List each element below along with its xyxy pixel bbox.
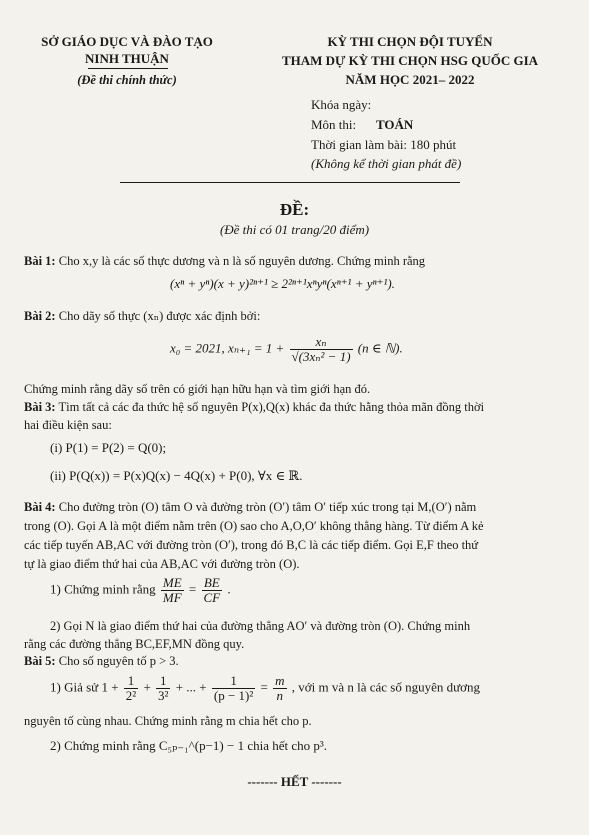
problem-5-frac3-num: 1 [212, 674, 255, 689]
problem-4-q1-frac2-num: BE [202, 576, 223, 591]
problem-5-plus-1: + [143, 679, 151, 695]
problem-2-frac-den: √(3xₙ² − 1) [291, 349, 351, 364]
problem-1-statement [24, 252, 425, 270]
problem-4-q1-frac1-den: MF [162, 590, 182, 605]
department-line2: NINH THUẬN [85, 51, 169, 66]
problem-5-q1-pre: 1) Giả sử 1 + [50, 679, 119, 695]
problem-4-text3: các tiếp tuyến AB,AC với đường tròn (O′), trong đó B,C là các tiếp điểm. Gọi E,F theo thứ [24, 538, 479, 552]
problem-5-question-1 [50, 674, 480, 703]
problem-5-frac4-num: m [275, 673, 285, 688]
end-marker: ------- HẾT ------- [247, 774, 342, 789]
header-divider [120, 182, 460, 183]
problem-3-label: Bài 3: [24, 400, 56, 414]
problem-3-text2: hai điều kiện sau: [24, 418, 112, 432]
problem-3-statement [24, 398, 484, 416]
problem-5-frac4-den: n [276, 688, 284, 703]
problem-5-question-1b: nguyên tố cùng nhau. Chứng minh rằng m chia hết cho p. [24, 714, 312, 728]
problem-2-text: Cho dãy số thực (xₙ) được xác định bởi: [58, 309, 261, 323]
problem-4-question-2b: rằng các đường thẳng BC,EF,MN đồng quy. [24, 637, 245, 651]
problem-4-statement [24, 498, 476, 516]
problem-5-eq: = [260, 679, 268, 695]
department-line1: SỞ GIÁO DỤC VÀ ĐÀO TẠO [41, 34, 213, 49]
problem-5-plus-2: + ... + [175, 679, 207, 695]
exam-title-line2: THAM DỰ KỲ THI CHỌN HSG QUỐC GIA [281, 53, 539, 68]
problem-5-frac-2 [156, 674, 170, 703]
problem-4-text: Cho đường tròn (O) tâm O và đường tròn (O′) tâm O′ tiếp xúc trong tại M,(O′) nằm [58, 500, 477, 514]
problem-5-frac1-num: 1 [124, 674, 138, 689]
problem-1-text: Cho x,y là các số thực dương và n là số nguyên dương. Chứng minh rằng [58, 254, 426, 268]
problem-2-formula-right: (n ∈ ℕ). [357, 340, 403, 356]
problem-2-statement [24, 307, 260, 325]
exam-title-line1: KỲ THI CHỌN ĐỘI TUYỂN [327, 34, 493, 49]
problem-3-condition-1: (i) P(1) = P(2) = Q(0); [50, 440, 167, 455]
problem-2-text2: Chứng minh rằng dãy số trên có giới hạn hữu hạn và tìm giới hạn đó. [24, 382, 371, 396]
problem-2-label: Bài 2: [24, 309, 56, 323]
problem-1-formula: (xⁿ + yⁿ)(x + y)²ⁿ⁺¹ ≥ 2²ⁿ⁺¹xⁿyⁿ(xⁿ⁺¹ + yⁿ⁺¹). [170, 276, 395, 291]
problem-2-fraction [290, 335, 353, 364]
subject-value: TOÁN [376, 117, 414, 132]
problem-5-frac2-den: 3² [158, 688, 169, 703]
problem-4-q1-frac2-den: CF [203, 590, 221, 605]
problem-5-label: Bài 5: [24, 654, 56, 668]
course-date-label: Khóa ngày: [311, 97, 372, 112]
problem-4-q1-fraction-2 [202, 576, 223, 605]
exam-subtitle: (Đề thi có 01 trang/20 điểm) [219, 222, 370, 237]
time-label: Thời gian làm bài: 180 phút [311, 137, 457, 152]
exam-title-line3: NĂM HỌC 2021– 2022 [345, 72, 475, 87]
problem-3-condition-2: (ii) P(Q(x)) = P(x)Q(x) − 4Q(x) + P(0), ∀x ∈ ℝ. [50, 468, 303, 483]
problem-4-label: Bài 4: [24, 500, 56, 514]
problem-4-q1-eq: = [188, 581, 197, 597]
problem-4-q1-frac1-num: ME [162, 575, 182, 590]
problem-5-frac3-den: (p − 1)² [213, 688, 254, 703]
problem-2-formula [170, 335, 403, 364]
problem-4-question-2: 2) Gọi N là giao điểm thứ hai của đường thẳng AO′ và đường tròn (O). Chứng minh [50, 619, 471, 633]
problem-5-frac2-num: 1 [156, 674, 170, 689]
problem-5-question-2: 2) Chứng minh rằng C₅ₚ₋₁^(p−1) − 1 chia hết cho p³. [50, 738, 328, 753]
problem-5-q1-post: , với m và n là các số nguyên dương [291, 679, 481, 695]
problem-1-label: Bài 1: [24, 254, 56, 268]
problem-2-frac-num: xₙ [290, 335, 353, 350]
problem-4-text2: trong (O). Gọi A là một điểm nằm trên (O) sao cho A,O,O′ không thẳng hàng. Từ điểm A kẻ [24, 519, 484, 533]
problem-4-q1-fraction-1 [161, 576, 184, 605]
exam-heading: ĐỀ: [279, 200, 310, 219]
problem-5-statement [24, 652, 179, 670]
problem-5-frac-1 [124, 674, 138, 703]
department-underline [88, 68, 168, 69]
problem-5-frac-3 [212, 674, 255, 703]
subject-label: Môn thi: [311, 117, 357, 132]
official-note: (Đề thi chính thức) [77, 73, 177, 87]
problem-4-q1-end: . [227, 581, 231, 597]
problem-3-text: Tìm tất cả các đa thức hệ số nguyên P(x),Q(x) khác đa thức hằng thỏa mãn đồng thời [58, 400, 485, 414]
problem-5-frac-4 [273, 674, 286, 703]
problem-5-text: Cho số nguyên tố p > 3. [58, 654, 179, 668]
problem-4-text4: tự là giao điểm thứ hai của AB,AC với đường tròn (O). [24, 557, 300, 571]
problem-2-formula-left: x₀ = 2021, xₙ₊₁ = 1 + [170, 340, 285, 356]
problem-4-question-1 [50, 576, 231, 605]
problem-4-q1-pre: 1) Chứng minh rằng [50, 581, 156, 597]
problem-5-frac1-den: 2² [125, 688, 137, 703]
time-note: (Không kể thời gian phát đề) [311, 156, 462, 171]
